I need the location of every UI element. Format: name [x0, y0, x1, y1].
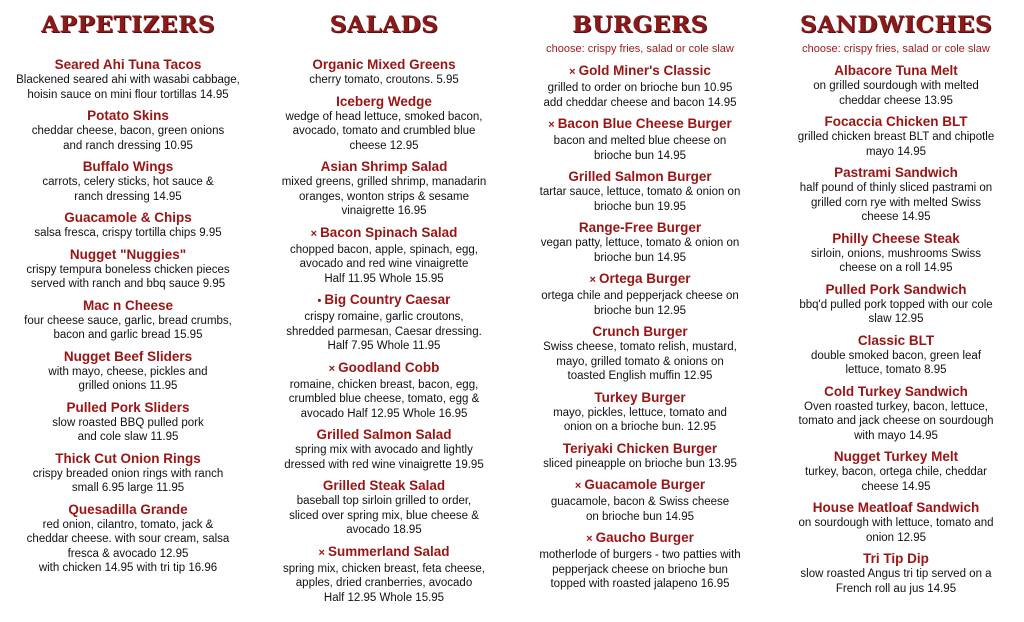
menu-item	[0, 246, 256, 292]
menu-item-row	[256, 426, 512, 443]
menu-item-description: turkey, bacon, ortega chile, cheddar cheese 14.95	[805, 466, 987, 493]
menu-item-name: Gold Miner's Classic	[578, 63, 711, 78]
menu-item-description: crispy romaine, garlic croutons, shredded parmesan, Caesar dressing. Half 7.95 Whole 11.95	[286, 311, 482, 352]
menu-item-name: Grilled Salmon Salad	[316, 427, 452, 442]
menu-item-row	[512, 168, 768, 185]
menu-item-row	[0, 450, 256, 467]
menu-item-row	[768, 113, 1024, 130]
menu-item	[512, 115, 768, 163]
menu-item	[0, 158, 256, 204]
menu-item-row	[0, 158, 256, 175]
menu-item-description: spring mix, chicken breast, feta cheese, apples, dried cranberries, avocado Half 12.95 Whole 15.95	[283, 562, 485, 604]
menu-item-name: Crunch Burger	[592, 324, 688, 339]
menu-item-row	[512, 529, 768, 548]
signature-mark-icon: ×	[328, 362, 336, 375]
section-heading: SANDWICHES	[799, 12, 993, 38]
menu-item-description: Oven roasted turkey, bacon, lettuce, tomato and jack cheese on sourdough with mayo 14.95	[798, 400, 994, 442]
menu-item-row	[768, 448, 1024, 465]
menu-item-description: red onion, cilantro, tomato, jack & cheddar cheese. with sour cream, salsa fresca & avocado 12.95 with chicken 14.95 with tri tip 16.96	[26, 518, 230, 574]
menu-item-name: Nugget Turkey Melt	[833, 449, 959, 464]
menu-item-description: chopped bacon, apple, spinach, egg, avocado and red wine vinaigrette Half 11.95 Whole 15.95	[290, 243, 478, 285]
menu-item	[768, 550, 1024, 596]
menu-item	[512, 476, 768, 524]
menu-item-name: Bacon Spinach Salad	[320, 224, 458, 240]
menu-item-name: Bacon Blue Cheese Burger	[557, 116, 732, 131]
menu-item-row	[512, 270, 768, 289]
menu-item-name: Nugget "Nuggies"	[69, 246, 187, 262]
menu-item-row	[0, 348, 256, 365]
section-subheading: choose: crispy fries, salad or cole slaw	[546, 43, 734, 55]
menu-item	[768, 113, 1024, 159]
menu-item-row	[768, 62, 1024, 79]
column-burgers	[512, 10, 768, 597]
heading-spacer	[0, 40, 256, 56]
menu-item-description: double smoked bacon, green leaf lettuce, tomato 8.95	[810, 349, 982, 376]
section-heading: APPETIZERS	[41, 12, 215, 38]
menu-item-name: Summerland Salad	[327, 543, 450, 559]
menu-item-description: cheddar cheese, bacon, green onions and ranch dressing 10.95	[31, 125, 225, 152]
menu-item	[256, 291, 512, 354]
menu-item-row	[256, 224, 512, 243]
bullet-icon: •	[317, 295, 322, 307]
menu-item-row	[512, 389, 768, 406]
menu-item-row	[0, 209, 256, 226]
menu-item-description: on grilled sourdough with melted cheddar cheese 13.95	[813, 80, 979, 107]
menu-item-description: grilled to order on brioche bun 10.95 add cheddar cheese and bacon 14.95	[543, 82, 737, 109]
signature-mark-icon: ×	[310, 227, 318, 240]
menu-item-name: Mac n Cheese	[82, 297, 174, 313]
signature-mark-icon: ×	[569, 66, 576, 78]
menu-item-row	[768, 164, 1024, 181]
menu-item-name: Ortega Burger	[598, 271, 691, 286]
signature-mark-icon: ×	[586, 533, 593, 545]
menu-item-row	[0, 501, 256, 518]
menu-item-description: slow roasted BBQ pulled pork and cole slaw 11.95	[52, 416, 204, 443]
menu-item-description: spring mix with avocado and lightly dressed with red wine vinaigrette 19.95	[284, 444, 484, 471]
menu-item-name: Guacamole Burger	[584, 477, 706, 492]
menu-item-row	[768, 383, 1024, 400]
menu-item-name: Gaucho Burger	[595, 530, 694, 545]
menu-item-description: slow roasted Angus tri tip served on a French roll au jus 14.95	[800, 568, 992, 595]
menu-item	[256, 477, 512, 538]
menu-item-description: bacon and melted blue cheese on brioche bun 14.95	[553, 135, 727, 162]
menu-item-row	[0, 246, 256, 263]
menu-item-description: motherlode of burgers - two patties with pepperjack cheese on brioche bun topped with roasted jalapeno 16.95	[539, 549, 741, 590]
menu-item	[512, 323, 768, 384]
menu-item-description: cherry tomato, croutons. 5.95	[309, 74, 459, 86]
menu-item-description: on sourdough with lettuce, tomato and onion 12.95	[798, 517, 994, 544]
menu-item-name: Teriyaki Chicken Burger	[562, 440, 718, 456]
signature-mark-icon: ×	[589, 274, 596, 286]
menu-item-description: half pound of thinly sliced pastrami on grilled corn rye with melted Swiss cheese 14.95	[799, 182, 993, 223]
menu-item-description: ortega chile and pepperjack cheese on brioche bun 12.95	[541, 290, 739, 317]
menu-item	[512, 219, 768, 265]
menu-item	[256, 359, 512, 422]
menu-item	[768, 281, 1024, 327]
column-sandwiches	[768, 10, 1024, 601]
menu-item-description: romaine, chicken breast, bacon, egg, crumbled blue cheese, tomato, egg & avocado Half 12.95 Whole 16.95	[288, 378, 480, 420]
menu-item-name: Philly Cheese Steak	[832, 230, 960, 246]
menu-item	[768, 499, 1024, 545]
menu-item-row	[0, 107, 256, 124]
menu-item	[768, 164, 1024, 225]
menu-item-description: Blackened seared ahi with wasabi cabbage, hoisin sauce on mini flour tortillas 14.95	[16, 74, 240, 101]
menu-item-description: sliced pineapple on brioche bun 13.95	[543, 457, 737, 470]
menu-item-row	[256, 56, 512, 73]
menu-item-name: Pulled Pork Sliders	[66, 399, 190, 415]
menu-item-name: Pastrami Sandwich	[834, 165, 958, 180]
signature-mark-icon: ×	[574, 480, 582, 492]
menu-item-description: guacamole, bacon & Swiss cheese on brioche bun 14.95	[550, 496, 730, 523]
heading-spacer	[256, 40, 512, 56]
menu-item-description: mixed greens, grilled shrimp, manadarin oranges, wonton strips & sesame vinaigrette 16.95	[281, 176, 487, 217]
menu-item-row	[256, 543, 512, 562]
menu-item-row	[512, 62, 768, 81]
menu-item	[512, 62, 768, 110]
menu-item	[0, 501, 256, 576]
menu-item-row	[0, 56, 256, 73]
menu-item-name: Grilled Steak Salad	[322, 478, 446, 493]
menu-item-name: Guacamole & Chips	[64, 210, 192, 225]
menu-item-name: Thick Cut Onion Rings	[55, 450, 201, 466]
menu-item	[256, 426, 512, 472]
menu-item-description: grilled chicken breast BLT and chipotle mayo 14.95	[797, 131, 995, 158]
menu-item	[0, 297, 256, 343]
menu-item-name: Turkey Burger	[594, 389, 686, 405]
menu-item-description: mayo, pickles, lettuce, tomato and onion on a brioche bun. 12.95	[553, 406, 727, 433]
menu-item-name: Tri Tip Dip	[863, 551, 929, 566]
menu-item-name: Goodland Cobb	[338, 359, 440, 375]
menu-item-row	[768, 230, 1024, 247]
menu-item	[0, 107, 256, 153]
menu-item	[512, 270, 768, 318]
menu-item	[512, 389, 768, 435]
menu-item	[256, 93, 512, 154]
menu-item	[0, 56, 256, 102]
menu-item-row	[512, 440, 768, 457]
menu-item-description: baseball top sirloin grilled to order, sliced over spring mix, blue cheese & avocado 18.95	[289, 495, 479, 536]
menu-item-name: Albacore Tuna Melt	[834, 63, 958, 78]
menu-item	[768, 383, 1024, 444]
section-heading: SALADS	[329, 12, 439, 38]
menu-item-row	[768, 332, 1024, 349]
menu-item-description: crispy tempura boneless chicken pieces served with ranch and bbq sauce 9.95	[26, 263, 230, 290]
menu-item	[512, 168, 768, 214]
menu-item-name: Range-Free Burger	[578, 220, 702, 235]
menu-item-name: House Meatloaf Sandwich	[812, 500, 980, 515]
menu-item-name: Asian Shrimp Salad	[320, 159, 448, 174]
menu-item	[256, 158, 512, 219]
column-salads	[256, 10, 512, 610]
menu-item-description: vegan patty, lettuce, tomato & onion on brioche bun 14.95	[540, 237, 740, 264]
menu-item-description: wedge of head lettuce, smoked bacon, avocado, tomato and crumbled blue cheese 12.95	[285, 110, 483, 152]
menu-item-description: Swiss cheese, tomato relish, mustard, mayo, grilled tomato & onions on toasted English muffin 12.95	[543, 341, 737, 382]
menu-item-description: tartar sauce, lettuce, tomato & onion on brioche bun 19.95	[539, 186, 741, 213]
menu-item-name: Focaccia Chicken BLT	[824, 114, 968, 129]
menu-item-row	[768, 499, 1024, 516]
menu-item-row	[256, 291, 512, 310]
menu-item-description: bbq'd pulled pork topped with our cole slaw 12.95	[799, 298, 993, 325]
menu-item	[256, 56, 512, 88]
menu-item	[512, 529, 768, 592]
column-appetizers	[0, 10, 256, 581]
menu-item-description: salsa fresca, crispy tortilla chips 9.95	[34, 227, 222, 239]
section-heading: BURGERS	[572, 12, 708, 38]
menu-item	[768, 62, 1024, 108]
menu-item-name: Buffalo Wings	[82, 159, 174, 174]
menu-item	[0, 209, 256, 241]
menu-item	[768, 230, 1024, 276]
menu-item-row	[256, 93, 512, 110]
section-subheading: choose: crispy fries, salad or cole slaw	[802, 43, 990, 55]
menu-item	[0, 348, 256, 394]
signature-mark-icon: ×	[318, 546, 325, 559]
menu-item-name: Nugget Beef Sliders	[63, 348, 193, 364]
menu-item-name: Cold Turkey Sandwich	[824, 383, 968, 399]
menu-item	[768, 332, 1024, 378]
menu-item-row	[256, 158, 512, 175]
menu-item-name: Iceberg Wedge	[336, 93, 432, 109]
menu-item-name: Classic BLT	[857, 332, 935, 348]
menu-item	[768, 448, 1024, 494]
menu-item	[512, 440, 768, 472]
menu-item-row	[512, 219, 768, 236]
menu-item	[256, 543, 512, 606]
menu-item-row	[0, 297, 256, 314]
menu-item-row	[768, 550, 1024, 567]
menu-item-row	[0, 399, 256, 416]
menu-item-description: carrots, celery sticks, hot sauce & ranch dressing 14.95	[42, 176, 214, 203]
menu-item-name: Quesadilla Grande	[68, 501, 188, 517]
menu-item-name: Seared Ahi Tuna Tacos	[54, 57, 202, 72]
menu-item-row	[512, 115, 768, 134]
menu-item	[0, 450, 256, 496]
menu-item-row	[512, 323, 768, 340]
menu-item-name: Pulled Pork Sandwich	[825, 281, 967, 297]
menu-item-name: Potato Skins	[87, 108, 169, 123]
menu-item-row	[256, 359, 512, 378]
menu-item-description: sirloin, onions, mushrooms Swiss cheese on a roll 14.95	[810, 247, 981, 274]
menu-item	[256, 224, 512, 287]
menu-item-row	[256, 477, 512, 494]
menu-item-name: Big Country Caesar	[324, 292, 451, 307]
menu-item-row	[512, 476, 768, 495]
menu-item-row	[768, 281, 1024, 298]
menu-item-name: Grilled Salmon Burger	[568, 169, 712, 184]
signature-mark-icon: ×	[548, 119, 555, 131]
menu-item-description: with mayo, cheese, pickles and grilled onions 11.95	[48, 365, 208, 392]
menu-item-description: crispy breaded onion rings with ranch small 6.95 large 11.95	[32, 467, 224, 494]
menu-item	[0, 399, 256, 445]
menu-item-name: Organic Mixed Greens	[312, 57, 456, 72]
menu-item-description: four cheese sauce, garlic, bread crumbs, bacon and garlic bread 15.95	[24, 314, 232, 341]
